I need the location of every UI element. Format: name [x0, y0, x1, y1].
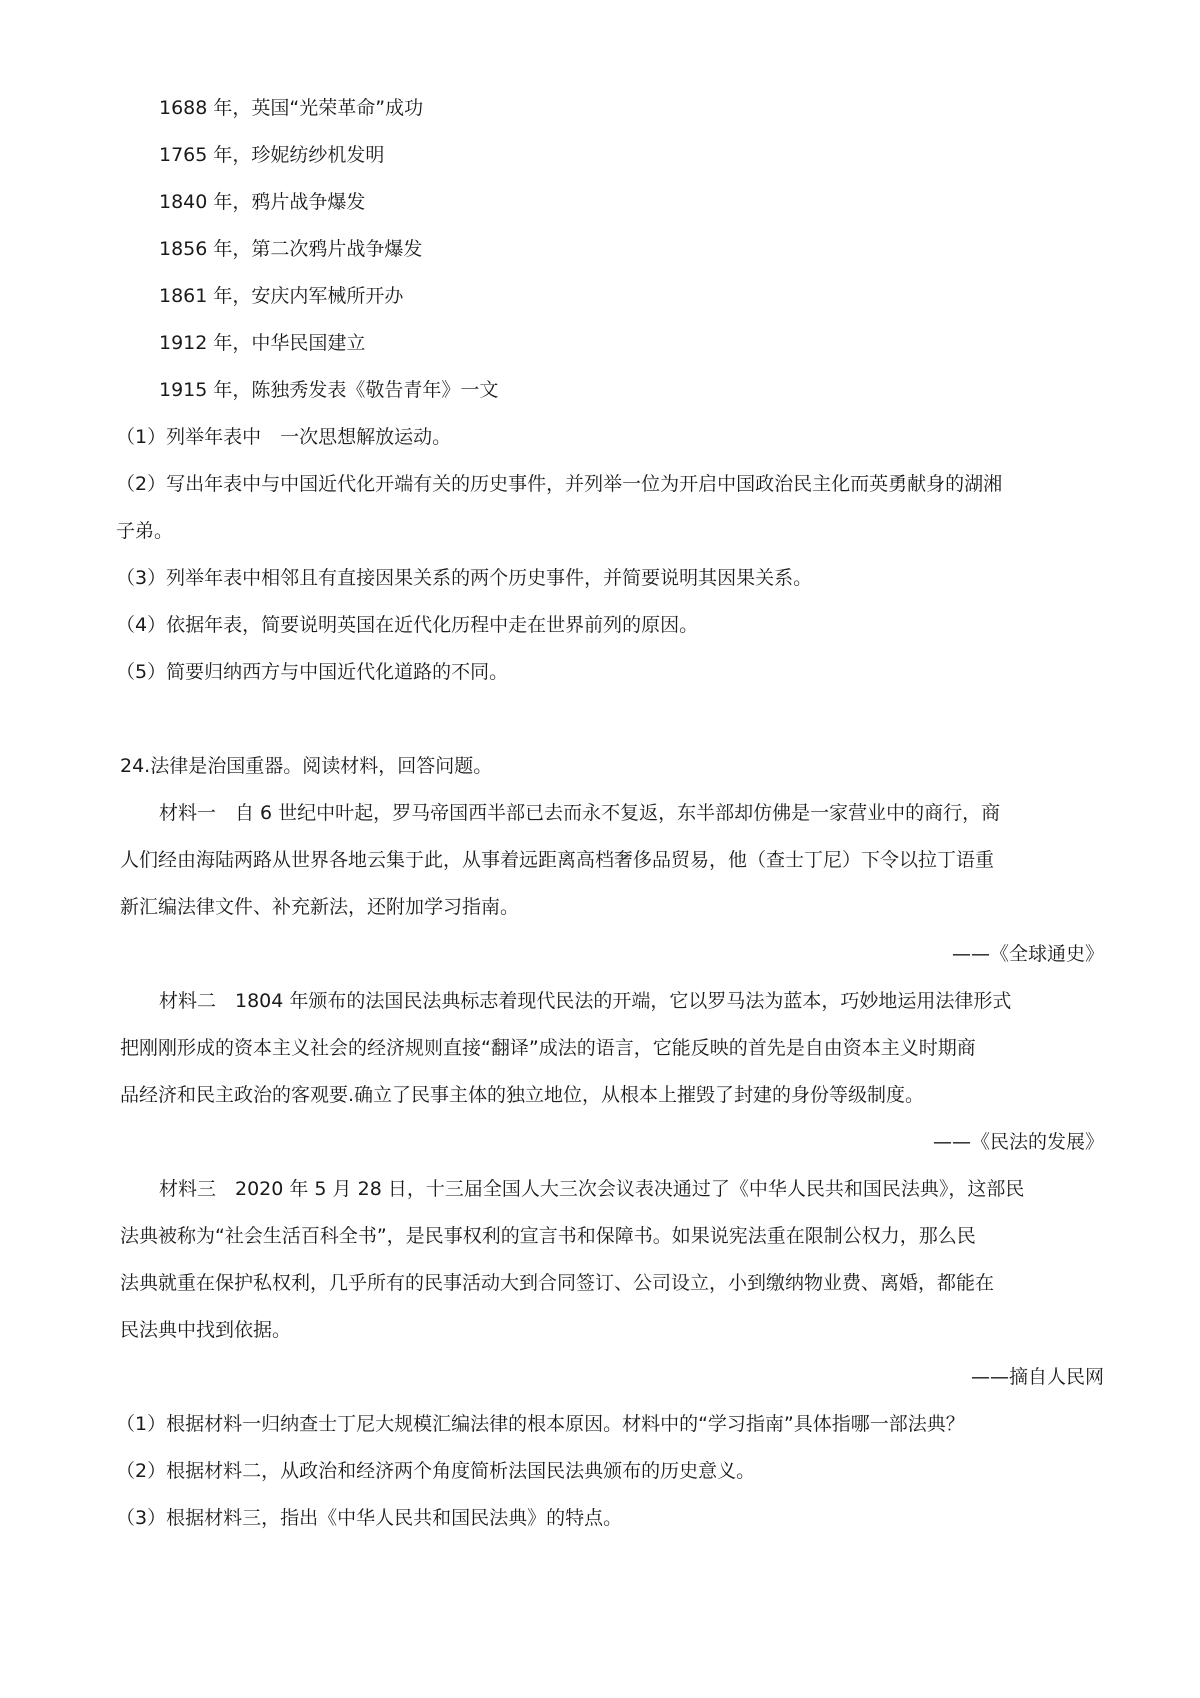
timeline-item: 1840 年，鸦片战争爆发 — [159, 191, 366, 213]
material-two-line: 材料二 1804 年颁布的法国民法典标志着现代民法的开端，它以罗马法为蓝本，巧妙地运用法律形式 — [159, 990, 1012, 1012]
material-three-line: 法典被称为“社会生活百科全书”，是民事权利的宣言书和保障书。如果说宪法重在限制公权力，那么民 — [120, 1225, 976, 1247]
q23-subquestion: （5）简要归纳西方与中国近代化道路的不同。 — [116, 661, 509, 683]
material-three-line: 材料三 2020 年 5 月 28 日，十三届全国人大三次会议表决通过了《中华人民共和国民法典》，这部民 — [159, 1178, 1025, 1200]
q24-subquestion: （2）根据材料二，从政治和经济两个角度简析法国民法典颁布的历史意义。 — [116, 1460, 756, 1482]
material-two-line: 品经济和民主政治的客观要.确立了民事主体的独立地位，从根本上摧毁了封建的身份等级制度。 — [120, 1084, 925, 1106]
timeline-item: 1765 年，珍妮纺纱机发明 — [159, 144, 385, 166]
q24-subquestion: （1）根据材料一归纳查士丁尼大规模汇编法律的根本原因。材料中的“学习指南”具体指哪一部法典？ — [116, 1413, 965, 1435]
material-one-line: 人们经由海陆两路从世界各地云集于此，从事着远距离高档奢侈品贸易，他（查士丁尼）下令以拉丁语重 — [120, 849, 995, 871]
material-one-line: 新汇编法律文件、补充新法，还附加学习指南。 — [120, 896, 520, 918]
material-three-source: ——摘自人民网 — [970, 1366, 1104, 1388]
timeline-item: 1912 年，中华民国建立 — [159, 332, 366, 354]
q24-title: 24.法律是治国重器。阅读材料，回答问题。 — [120, 755, 493, 777]
q23-subquestion: （1）列举年表中 一次思想解放运动。 — [116, 426, 452, 448]
material-three-line: 法典就重在保护私权利，几乎所有的民事活动大到合同签订、公司设立，小到缴纳物业费、离婚，都能在 — [120, 1272, 995, 1294]
material-two-source: ——《民法的发展》 — [932, 1131, 1104, 1153]
q23-subquestion: （3）列举年表中相邻且有直接因果关系的两个历史事件，并简要说明其因果关系。 — [116, 567, 813, 589]
material-one-source: ——《全球通史》 — [951, 943, 1104, 965]
material-two-line: 把刚刚形成的资本主义社会的经济规则直接“翻译”成法的语言，它能反映的首先是自由资本主义时期商 — [120, 1037, 976, 1059]
timeline-item: 1856 年，第二次鸦片战争爆发 — [159, 238, 423, 260]
material-three-line: 民法典中找到依据。 — [120, 1319, 292, 1341]
q24-subquestion: （3）根据材料三，指出《中华人民共和国民法典》的特点。 — [116, 1507, 623, 1529]
q23-subquestion: （2）写出年表中与中国近代化开端有关的历史事件，并列举一位为开启中国政治民主化而英勇献身的湖湘 — [116, 473, 1003, 495]
q23-subquestion-continued: 子弟。 — [116, 520, 174, 542]
material-one-line: 材料一 自 6 世纪中叶起，罗马帝国西半部已去而永不复返，东半部却仿佛是一家营业中的商行，商 — [159, 802, 1001, 824]
q23-subquestion: （4）依据年表，简要说明英国在近代化历程中走在世界前列的原因。 — [116, 614, 699, 636]
timeline-item: 1861 年，安庆内军械所开办 — [159, 285, 404, 307]
timeline-item: 1688 年，英国“光荣革命”成功 — [159, 97, 424, 119]
timeline-item: 1915 年，陈独秀发表《敬告青年》一文 — [159, 379, 499, 401]
